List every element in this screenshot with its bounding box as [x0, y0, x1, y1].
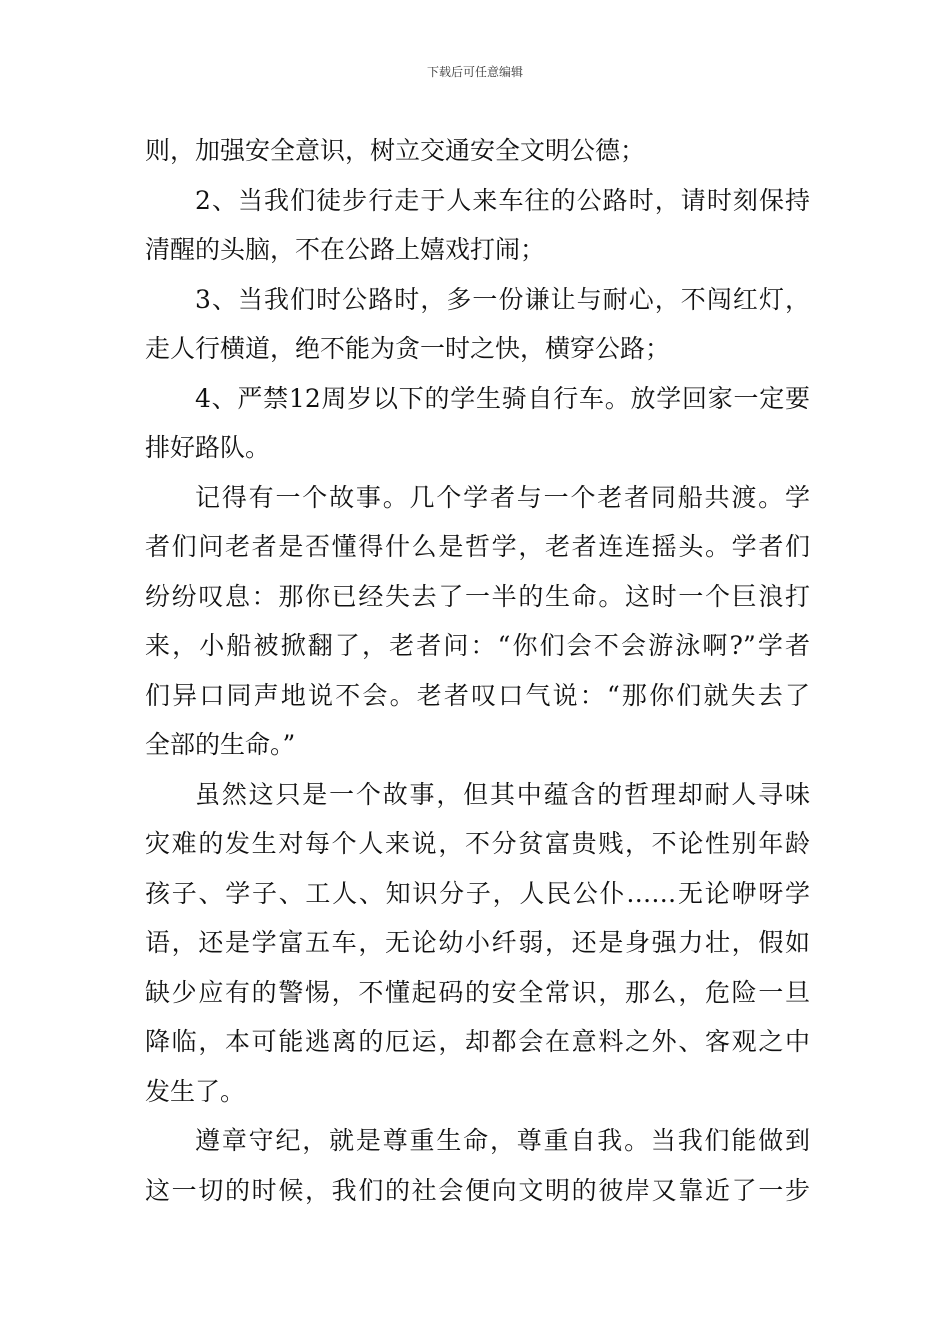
text-line: 则，加强安全意识，树立交通安全文明公德；: [145, 136, 646, 165]
text-line: 虽然这只是一个故事，但其中蕴含的哲理却耐人寻味: [195, 779, 810, 809]
body-text: [145, 126, 810, 1215]
text-line: 清醒的头脑，不在公路上嬉戏打闹；: [145, 235, 546, 264]
text-line: 2、当我们徒步行走于人来车往的公路时，请时刻保持: [195, 185, 810, 215]
text-line: 3、当我们时公路时，多一份谦让与耐心，不闯红灯，: [195, 284, 810, 314]
text-line: 们异口同声地说不会。老者叹口气说：“那你们就失去了: [145, 680, 810, 710]
text-line: 语，还是学富五车，无论幼小纤弱，还是身强力壮，假如: [145, 928, 810, 957]
text-line: 缺少应有的警惕，不懂起码的安全常识，那么，危险一旦: [145, 977, 810, 1007]
text-line: 来，小船被掀翻了，老者问：“你们会不会游泳啊?”学者: [145, 631, 810, 660]
text-line: 灾难的发生对每个人来说，不分贫富贵贱，不论性别年龄: [145, 829, 810, 858]
text-line: 排好路队。: [145, 433, 271, 462]
text-line: 这一切的时候，我们的社会便向文明的彼岸又靠近了一步: [145, 1175, 810, 1205]
page-header: 下载后可任意编辑: [426, 65, 523, 79]
text-line: 记得有一个故事。几个学者与一个老者同船共渡。学: [195, 482, 810, 512]
text-line: 纷纷叹息：那你已经失去了一半的生命。这时一个巨浪打: [145, 581, 810, 611]
text-line: 者们问老者是否懂得什么是哲学，老者连连摇头。学者们: [145, 532, 810, 561]
text-line: 孩子、学子、工人、知识分子，人民公仆……无论咿呀学: [145, 878, 810, 908]
text-line: 全部的生命。”: [145, 730, 296, 759]
text-line: 4、严禁12周岁以下的学生骑自行车。放学回家一定要: [195, 383, 810, 413]
text-line: 降临，本可能逃离的厄运，却都会在意料之外、客观之中: [145, 1027, 810, 1056]
text-line: 遵章守纪，就是尊重生命，尊重自我。当我们能做到: [195, 1126, 810, 1155]
text-line: 走人行横道，绝不能为贪一时之快，横穿公路；: [145, 334, 671, 363]
text-line: 发生了。: [145, 1076, 246, 1106]
